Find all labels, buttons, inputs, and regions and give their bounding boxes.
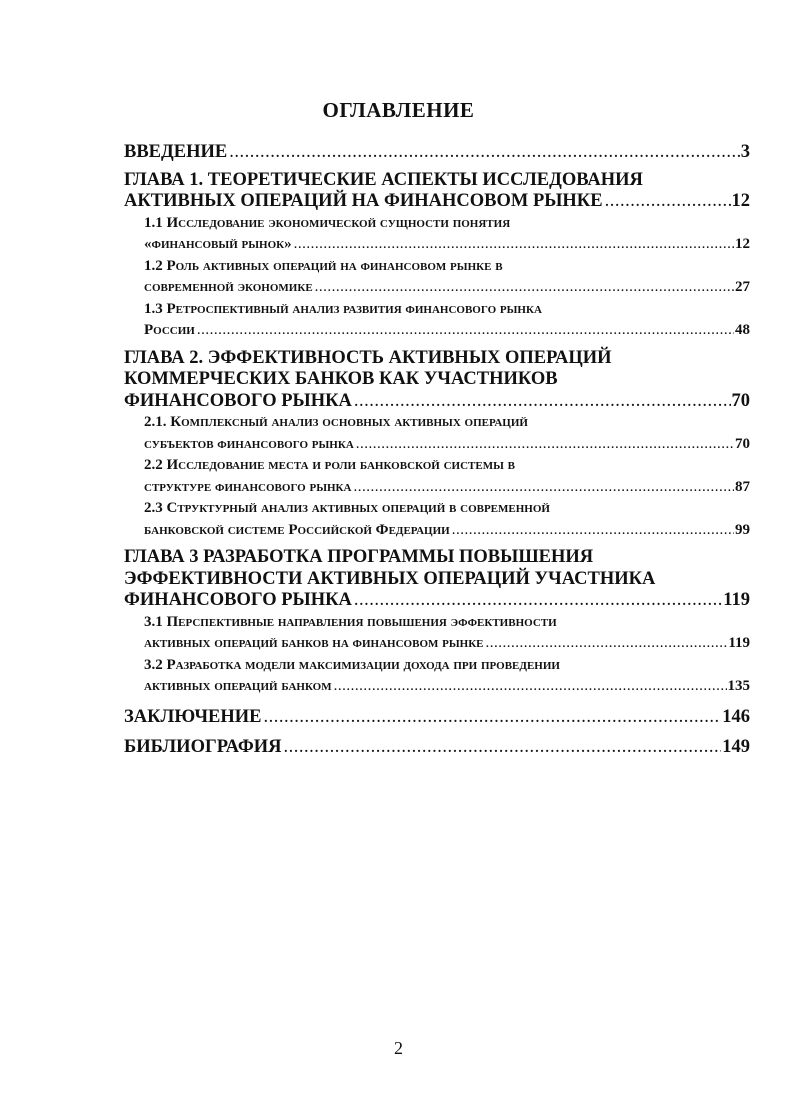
toc-entry-text: ГЛАВА 3 РАЗРАБОТКА ПРОГРАММЫ ПОВЫШЕНИЯ [124, 547, 594, 567]
toc-page-number: 119 [723, 590, 750, 610]
toc-entry-text: 3.1 Перспективные направления повышения эффективности [144, 613, 557, 630]
toc-entry-text: ГЛАВА 2. ЭФФЕКТИВНОСТЬ АКТИВНЫХ ОПЕРАЦИЙ [124, 347, 612, 368]
toc-page-number: 87 [735, 478, 750, 495]
toc-entry-text: КОММЕРЧЕСКИХ БАНКОВ КАК УЧАСТНИКОВ [124, 369, 558, 389]
dot-leader [603, 191, 731, 213]
toc-page-number: 146 [722, 706, 750, 727]
toc-entry-text: 2.2 Исследование места и роли банковской системы в [144, 457, 515, 473]
toc-entry[interactable] [144, 612, 750, 655]
toc-entry[interactable] [144, 498, 750, 541]
dot-leader [282, 736, 722, 758]
dot-leader [352, 590, 722, 612]
toc-entry[interactable] [124, 142, 750, 164]
toc-entry-text: банковской системе Российской Федерации [144, 521, 450, 538]
toc-page-number: 70 [735, 435, 750, 452]
dot-leader [262, 706, 722, 728]
dot-leader [484, 633, 728, 655]
page-title: ОГЛАВЛЕНИЕ [322, 98, 475, 122]
dot-leader [354, 434, 734, 456]
dot-leader [292, 234, 734, 256]
toc-entry-text: структуре финансового рынка [144, 478, 352, 495]
toc-entry-text: 3.2 Разработка модели максимизации дохода при проведении [144, 656, 560, 673]
toc-page-number: 12 [735, 236, 750, 252]
toc-entry[interactable] [144, 213, 750, 256]
toc-page-number: 149 [722, 736, 750, 757]
toc-entry-text: субъектов финансового рынка [144, 435, 354, 452]
toc-entry[interactable] [124, 348, 750, 413]
toc-page-number: 3 [740, 142, 750, 162]
table-of-contents [124, 142, 750, 758]
toc-entry-text: активных операций банком [144, 678, 332, 694]
dot-leader [332, 676, 727, 698]
toc-entry[interactable] [144, 655, 750, 698]
toc-entry[interactable] [124, 736, 750, 758]
toc-entry-text: ГЛАВА 1. ТЕОРЕТИЧЕСКИЕ АСПЕКТЫ ИССЛЕДОВАНИЯ [124, 169, 643, 190]
toc-entry-text: России [144, 322, 195, 338]
dot-leader [450, 520, 734, 542]
toc-entry-text: ФИНАНСОВОГО РЫНКА [124, 590, 352, 610]
toc-entry-text: 2.1. Комплексный анализ основных активных операций [144, 414, 528, 430]
toc-page-number: 27 [735, 279, 750, 295]
toc-entry-text: АКТИВНЫХ ОПЕРАЦИЙ НА ФИНАНСОВОМ РЫНКЕ [124, 191, 603, 211]
toc-entry[interactable] [144, 455, 750, 498]
toc-page-number: 70 [731, 390, 750, 411]
toc-entry-text: 1.3 Ретроспективный анализ развития финансового рынка [144, 300, 542, 317]
toc-entry-text: «финансовый рынок» [144, 236, 292, 252]
dot-leader [351, 477, 734, 499]
toc-entry-text: ФИНАНСОВОГО РЫНКА [124, 390, 352, 411]
toc-page-number: 119 [728, 635, 750, 651]
toc-entry-text: ВВЕДЕНИЕ [124, 142, 228, 162]
toc-entry-text: ЭФФЕКТИВНОСТИ АКТИВНЫХ ОПЕРАЦИЙ УЧАСТНИКА [124, 568, 656, 589]
toc-entry-text: 2.3 Структурный анализ активных операций в современной [144, 500, 550, 516]
toc-entry[interactable] [124, 170, 750, 213]
toc-entry[interactable] [124, 547, 750, 612]
toc-entry-text: 1.1 Исследование экономической сущности понятия [144, 214, 511, 231]
toc-entry-text: ЗАКЛЮЧЕНИЕ [124, 706, 262, 727]
toc-entry-text: 1.2 Роль активных операций на финансовом рынке в [144, 257, 503, 274]
dot-leader [352, 391, 731, 413]
toc-entry[interactable] [124, 706, 750, 728]
dot-leader [313, 277, 734, 299]
dot-leader [227, 142, 740, 164]
toc-entry[interactable] [144, 412, 750, 455]
toc-entry[interactable] [144, 256, 750, 299]
toc-entry-text: БИБЛИОГРАФИЯ [124, 736, 282, 757]
toc-entry-text: современной экономике [144, 279, 313, 295]
toc-page-number: 12 [731, 191, 750, 211]
dot-leader [195, 320, 734, 342]
toc-entry[interactable] [144, 299, 750, 342]
toc-page-number: 99 [735, 521, 750, 538]
toc-entry-text: активных операций банков на финансовом рынке [144, 635, 484, 651]
toc-page-number: 48 [735, 322, 750, 338]
page-number: 2 [394, 1038, 403, 1058]
toc-page-number: 135 [727, 678, 750, 694]
